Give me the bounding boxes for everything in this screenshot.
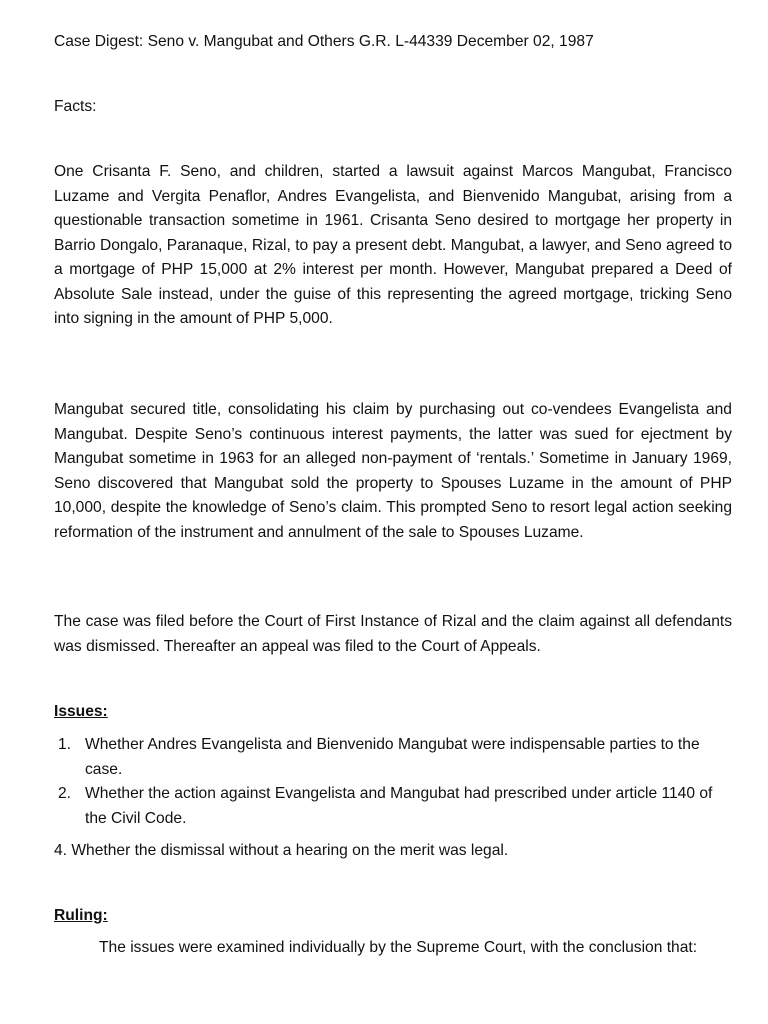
issue-4: 4. Whether the dismissal without a hearing on the merit was legal.	[54, 842, 509, 859]
facts-paragraph-2: Mangubat secured title, consolidating his claim by purchasing out co-vendees Evangelista and Mangubat. Despite Seno’s continuous interest payments, the latter was sued for ejectment by Mangubat sometime in 1963 for an alleged non-payment of ‘rentals.’ Sometime in January 1969, Seno discovered that Mangubat sold the property to Spouses Luzame in the amount of PHP 10,000, despite the knowledge of Seno’s claim. This prompted Seno to resort legal action seeking reformation of the instrument and annulment of the sale to Spouses Luzame.	[54, 401, 732, 541]
list-item-text: Whether the action against Evangelista and Mangubat had prescribed under article 1140 of the Civil Code.	[85, 785, 713, 827]
ruling-paragraph-1: The issues were examined individually by the Supreme Court, with the conclusion that:	[99, 939, 698, 956]
document-title: Case Digest: Seno v. Mangubat and Others G.R. L-44339 December 02, 1987	[54, 33, 594, 50]
issues-heading: Issues:	[54, 703, 108, 720]
ruling-heading: Ruling:	[54, 907, 108, 924]
list-item-number: 2.	[58, 785, 72, 802]
issues-list	[54, 733, 732, 831]
list-item	[54, 733, 732, 782]
facts-paragraph-1: One Crisanta F. Seno, and children, started a lawsuit against Marcos Mangubat, Francisco Luzame and Vergita Penaflor, Andres Evangelista, and Bienvenido Mangubat, arising from a questionable transaction sometime in 1961. Crisanta Seno desired to mortgage her property in Barrio Dongalo, Paranaque, Rizal, to pay a present debt. Mangubat, a lawyer, and Seno agreed to a mortgage of PHP 15,000 at 2% interest per month. However, Mangubat prepared a Deed of Absolute Sale instead, under the guise of this representing the agreed mortgage, tricking Seno into signing in the amount of PHP 5,000.	[54, 163, 732, 327]
list-item	[54, 782, 732, 831]
facts-heading: Facts:	[54, 98, 97, 115]
facts-paragraph-3: The case was filed before the Court of First Instance of Rizal and the claim against all defendants was dismissed. Thereafter an appeal was filed to the Court of Appeals.	[54, 613, 732, 655]
list-item-text: Whether Andres Evangelista and Bienvenido Mangubat were indispensable parties to the case.	[85, 736, 700, 778]
list-item-number: 1.	[58, 736, 72, 753]
